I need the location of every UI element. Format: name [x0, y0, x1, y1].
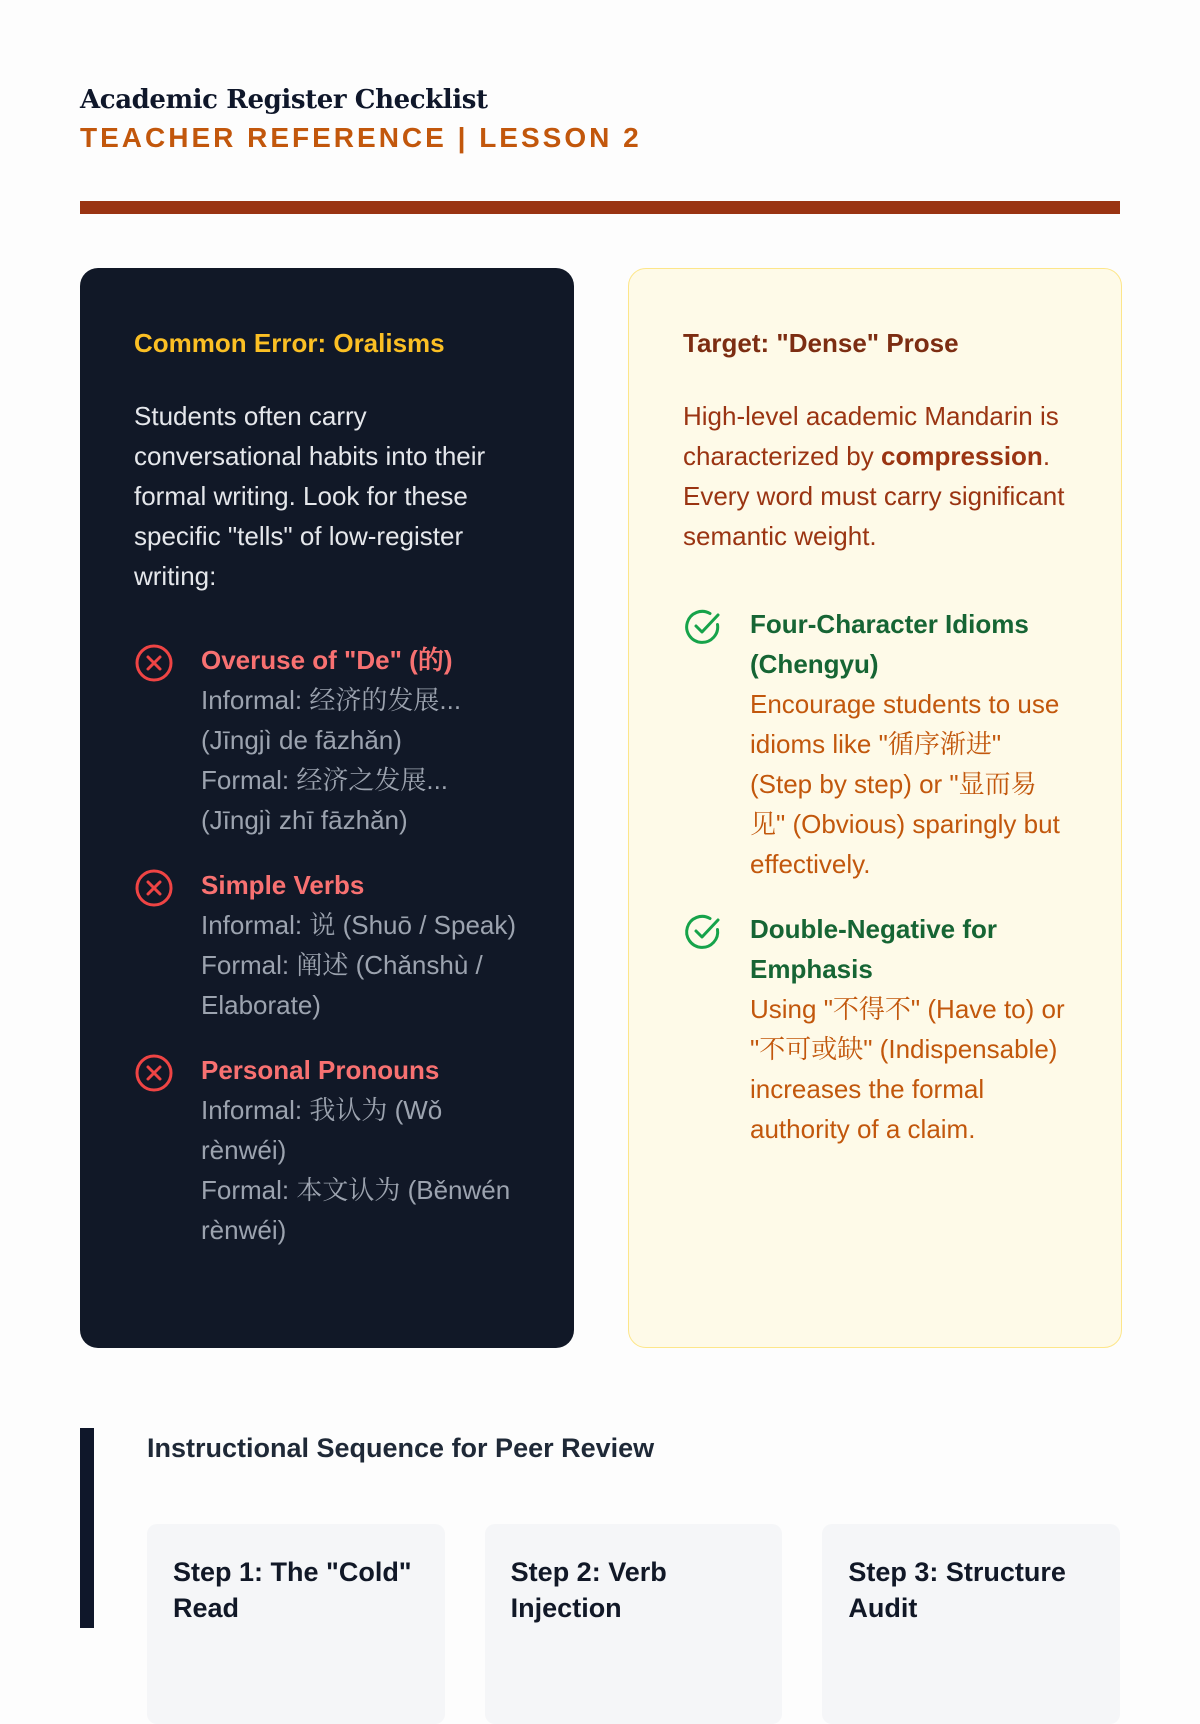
error-item-informal: Informal: 经济的发展... (Jīngjì de fāzhǎn) [201, 685, 462, 755]
sequence-title: Instructional Sequence for Peer Review [147, 1433, 655, 1463]
error-item-title: Overuse of "De" (的) [201, 645, 453, 675]
document-subtitle: TEACHER REFERENCE | LESSON 2 [80, 122, 642, 153]
error-item-informal: Informal: 我认为 (Wǒ rènwéi) [201, 1095, 443, 1165]
oralisms-card [80, 268, 574, 1348]
error-item-verbs [134, 865, 522, 1025]
oralisms-intro: Students often carry conversational habits into their formal writing. Look for these specific "tells" of low-register writing: [134, 401, 486, 591]
error-item-de [134, 640, 522, 840]
step-title: Step 1: The "Cold" Read [173, 1557, 412, 1623]
error-item-pronouns [134, 1050, 522, 1250]
check-circle-icon [683, 912, 723, 952]
oralisms-heading: Common Error: Oralisms [134, 328, 445, 358]
step-card-2 [485, 1524, 783, 1724]
dense-prose-card [628, 268, 1122, 1348]
intro-emphasis: compression [880, 441, 1043, 471]
error-item-title: Simple Verbs [201, 870, 365, 900]
error-item-formal: Formal: 经济之发展... (Jīngjì zhī fāzhǎn) [201, 765, 449, 835]
target-item-title: Four-Character Idioms (Chengyu) [750, 609, 1029, 679]
x-circle-icon [134, 1053, 174, 1093]
dense-prose-intro [683, 396, 1069, 556]
error-item-formal: Formal: 本文认为 (Běnwén rènwéi) [201, 1175, 511, 1245]
instructional-sequence [80, 1428, 1120, 1628]
step-list [147, 1524, 1120, 1724]
dense-prose-heading: Target: "Dense" Prose [683, 328, 959, 358]
x-circle-icon [134, 643, 174, 683]
step-card-3 [822, 1524, 1120, 1724]
intro-text-end: . Every word must carry significant semantic weight. [683, 441, 1065, 551]
error-list [134, 640, 522, 1250]
target-item-chengyu [683, 604, 1069, 884]
step-title: Step 2: Verb Injection [510, 1557, 667, 1623]
target-item-text: Using "不得不" (Have to) or "不可或缺" (Indispensable) increases the formal authority of a claim. [750, 994, 1065, 1144]
header-divider [80, 201, 1120, 214]
target-item-title: Double-Negative for Emphasis [750, 914, 998, 984]
document-header [80, 82, 1120, 156]
target-item-text: Encourage students to use idioms like "循序渐进" (Step by step) or "显而易见" (Obvious) sparingly but effectively. [750, 689, 1060, 879]
step-card-1 [147, 1524, 445, 1724]
document-title: Academic Register Checklist [80, 85, 488, 115]
error-item-title: Personal Pronouns [201, 1055, 440, 1085]
error-item-formal: Formal: 阐述 (Chǎnshù / Elaborate) [201, 950, 483, 1020]
step-title: Step 3: Structure Audit [848, 1557, 1066, 1623]
check-circle-icon [683, 607, 723, 647]
target-list [683, 604, 1069, 1149]
error-item-informal: Informal: 说 (Shuō / Speak) [201, 910, 517, 940]
x-circle-icon [134, 868, 174, 908]
target-item-double-negative [683, 909, 1069, 1149]
intro-text-start: High-level academic Mandarin is characterized by [683, 401, 1059, 471]
